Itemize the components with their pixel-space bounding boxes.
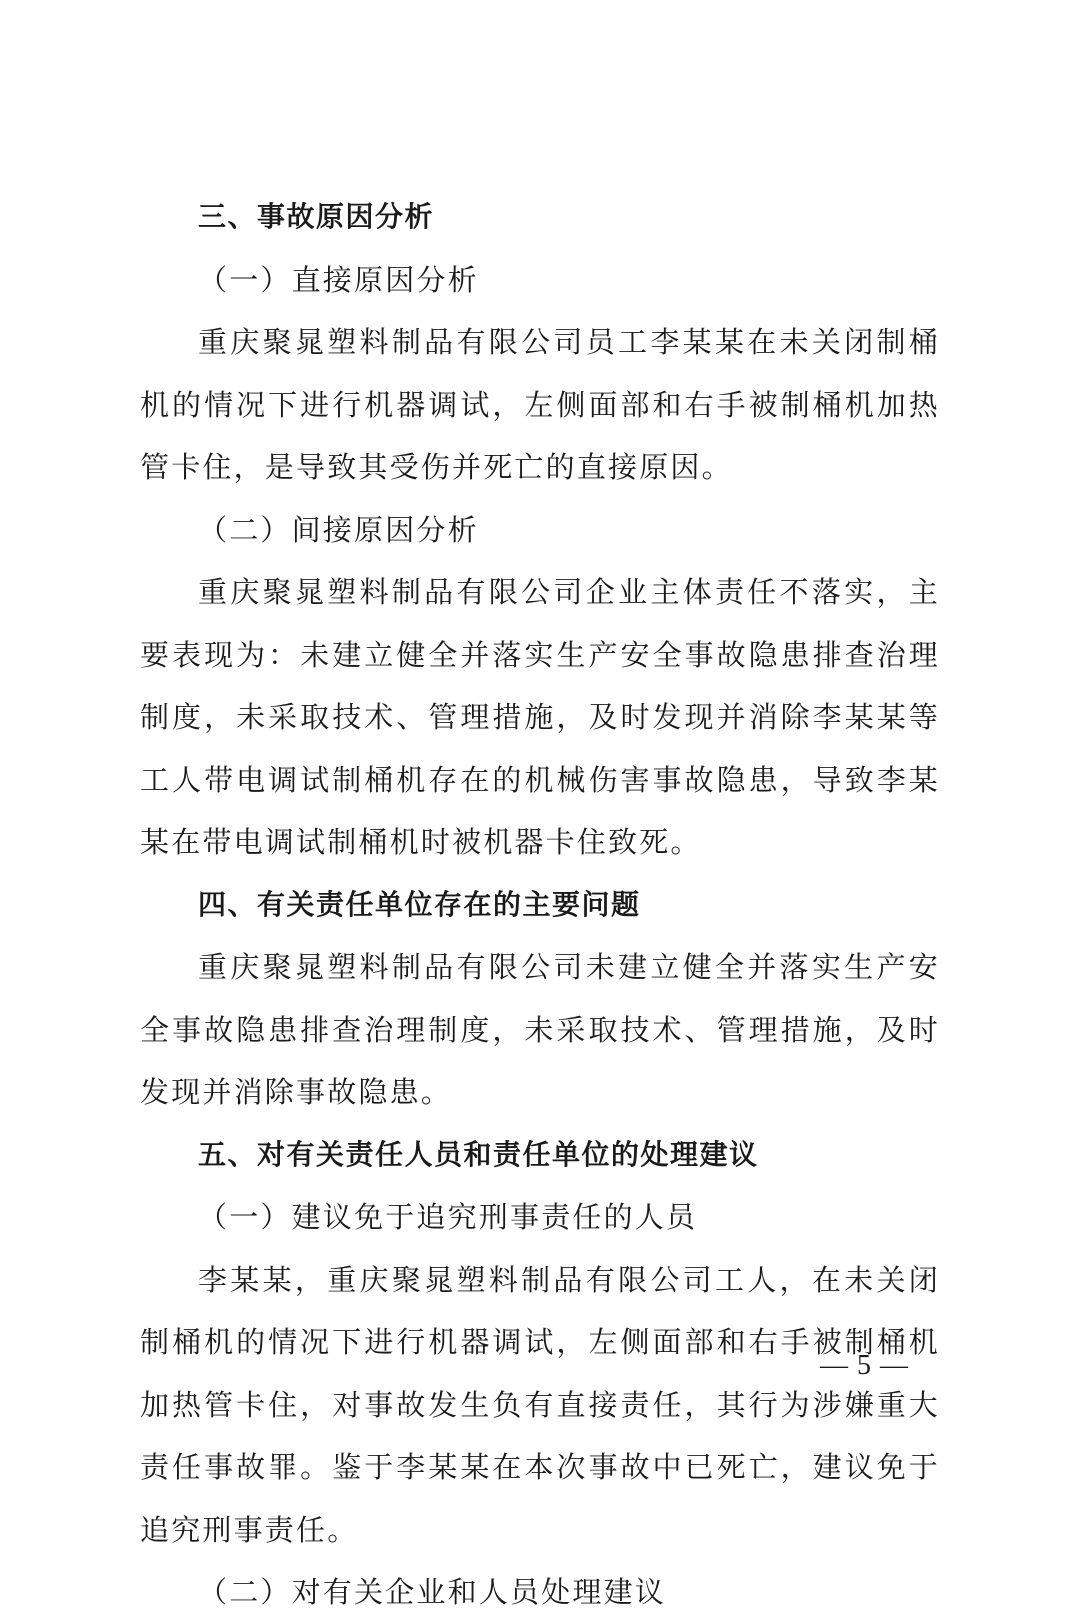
paragraph-exempt-persons: 李某某，重庆聚晁塑料制品有限公司工人，在未关闭制桶机的情况下进行机器调试，左侧面部和右手被制桶机加热管卡住，对事故发生负有直接责任，其行为涉嫌重大责任事故罪。鉴于李某某在本次事故中已死亡，建议免于追究刑事责任。 [140,1262,940,1547]
section-heading-main-problems: 四、有关责任单位存在的主要问题 [198,887,641,921]
document-body [140,186,940,1624]
subheading-exempt-persons: （一）建议免于追究刑事责任的人员 [198,1200,698,1234]
section-heading-cause-analysis: 三、事故原因分析 [198,200,435,233]
subheading-direct-cause: （一）直接原因分析 [198,262,479,297]
paragraph-indirect-cause: 重庆聚晁塑料制品有限公司企业主体责任不落实，主要表现为：未建立健全并落实生产安全事故隐患排查治理制度，未采取技术、管理措施，及时发现并消除李某某等工人带电调试制桶机存在的机械伤害事故隐患，导致李某某在带电调试制桶机时被机器卡住致死。 [140,575,940,859]
paragraph-direct-cause: 重庆聚晁塑料制品有限公司员工李某某在未关闭制桶机的情况下进行机器调试，左侧面部和右手被制桶机加热管卡住，是导致其受伤并死亡的直接原因。 [140,325,940,484]
section-heading-handling-suggestions: 五、对有关责任人员和责任单位的处理建议 [198,1137,759,1171]
subheading-enterprise-suggestions: （二）对有关企业和人员处理建议 [198,1575,667,1609]
subheading-indirect-cause: （二）间接原因分析 [198,512,479,547]
page-number: — 5 — [820,1350,909,1381]
paragraph-main-problems: 重庆聚晁塑料制品有限公司未建立健全并落实生产安全事故隐患排查治理制度，未采取技术、管理措施，及时发现并消除事故隐患。 [140,950,940,1109]
